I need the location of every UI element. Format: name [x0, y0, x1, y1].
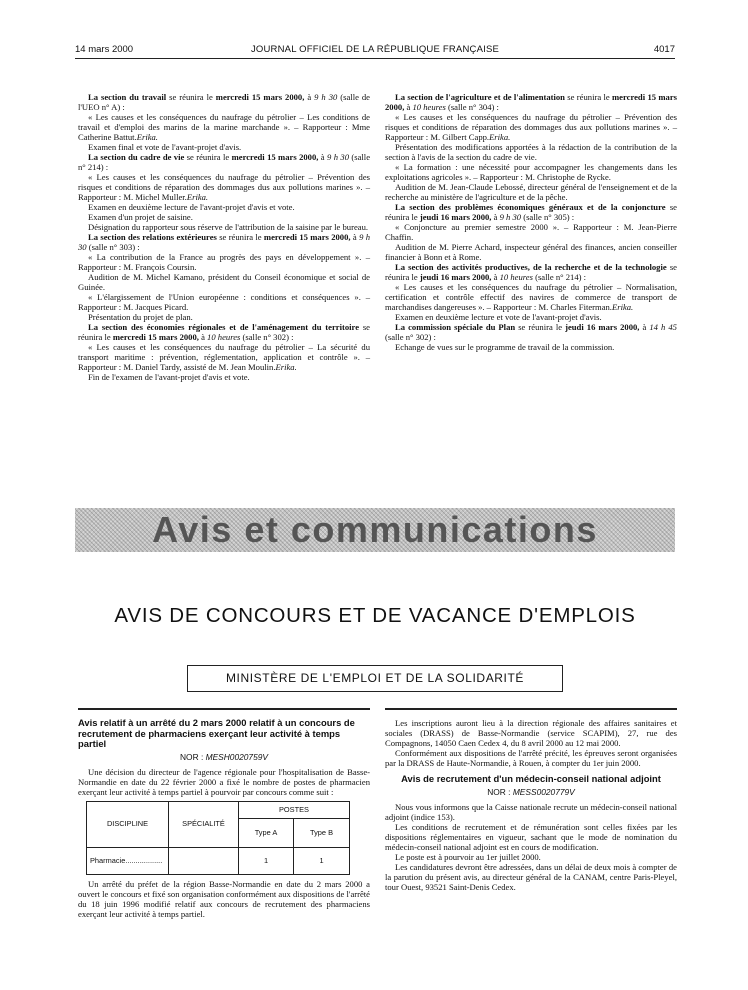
recrutement-title: Avis de recrutement d'un médecin-conseil national adjoint [401, 773, 661, 784]
paragraph: Audition de M. Michel Kamano, président du Conseil économique et social de Guinée. [78, 272, 370, 292]
paragraph: La section des activités productives, de la recherche et de la technologie se réunira le jeudi 16 mars 2000, à 10 heures (salle n° 214) : [385, 262, 677, 282]
recrutement-p4: Les candidatures devront être adressées, dans un délai de deux mois à compter de la parution du présent avis, au directeur général de la CANAM, centre Paris-Pleyel, tour Ouest, 93521 Saint-Denis Cedex. [385, 861, 677, 892]
left-separator [78, 708, 370, 710]
nor-reference-2: NOR : MESS0020779V [487, 786, 575, 797]
col-header-specialite: SPÉCIALITÉ [169, 801, 239, 847]
paragraph: La section du cadre de vie se réunira le mercredi 15 mars 2000, à 9 h 30 (salle n° 214) : [78, 152, 371, 172]
header-rule [75, 58, 675, 59]
recrutement-p2: Les conditions de recrutement et de rémunération sont celles fixées par les dispositions réglementaires en vigueur, sachant que le mode de nomination du médecin-conseil national adjoint est en cours de modification. [385, 821, 677, 852]
paragraph: La section des économies régionales et de l'aménagement du territoire se réunira le mercredi 15 mars 2000, à 10 heures (salle n° 302) : [78, 322, 370, 342]
postes-table [86, 801, 350, 875]
cell-specialite [169, 847, 239, 874]
paragraph: La section des relations extérieures se réunira le mercredi 15 mars 2000, à 9 h 30 (salle n° 303) : [78, 232, 370, 252]
paragraph: Désignation du rapporteur sous réserve de l'attribution de la saisine par le bureau. [88, 222, 369, 232]
ministere-box: MINISTÈRE DE L'EMPLOI ET DE LA SOLIDARITÉ [187, 665, 563, 692]
nor-code-2: MESS0020779V [512, 786, 575, 797]
paragraph: Examen d'un projet de saisine. [88, 212, 193, 222]
notice-title: Avis relatif à un arrêté du 2 mars 2000 relatif à un concours de recrutement de pharmaciens exerçant leur activité à temps partiel [78, 717, 355, 749]
col-header-discipline: DISCIPLINE [87, 801, 169, 847]
paragraph: La section de l'agriculture et de l'alimentation se réunira le mercredi 15 mars 2000, à 10 heures (salle n° 304) : [385, 92, 677, 112]
page-header [75, 44, 675, 58]
paragraph: Présentation du projet de plan. [88, 312, 193, 322]
paragraph: « Les causes et les conséquences du naufrage du pétrolier – Prévention des risques et conditions de réparation des dommages dus aux pollutions marines ». – Rapporteur : M. Gilbert Capp.Erika. [385, 112, 677, 142]
paragraph: « La contribution de la France au progrès des pays en développement ». – Rapporteur : M. François Coursin. [78, 252, 370, 272]
paragraph: Echange de vues sur le programme de travail de la commission. [395, 342, 615, 352]
header-date: 14 mars 2000 [75, 44, 134, 55]
paragraph: « Conjoncture au premier semestre 2000 ». – Rapporteur : M. Jean-Pierre Chaffin. [385, 222, 677, 242]
epreuves-paragraph: Conformément aux dispositions de l'arrêté précité, les épreuves seront organisées par la DRASS de Haute-Normandie, à Rouen, à compter du 1er juin 2000. [385, 748, 677, 768]
recrutement-p1: Nous vous informons que la Caisse nationale recrute un médecin-conseil national adjoint (indice 153). [385, 801, 677, 822]
paragraph: Examen en deuxième lecture et vote de l'avant-projet d'avis. [395, 312, 602, 322]
col-header-postes: POSTES [239, 801, 350, 818]
paragraph: Présentation des modifications apportées à la rédaction de la contribution de la section à l'avis de la section du cadre de vie. [385, 142, 677, 162]
left-column [78, 92, 370, 382]
cell-discipline: Pharmacie.................. [87, 847, 169, 874]
notice-intro: Une décision du directeur de l'agence régionale pour l'hospitalisation de Basse-Normandie en date du 22 février 2000 a fixé le nombre de postes de pharmacien exerçant leur activité à temps partiel à pourvoir par concours comme suit : [78, 766, 370, 797]
col-header-type-a: Type A [239, 818, 294, 847]
nor-reference: NOR : MESH0020759V [180, 751, 268, 762]
paragraph: « Les causes et les conséquences du naufrage du pétrolier – Les conditions de travail et d'emploi des marins de la marine marchande ». – Rapporteur : Mme Catherine Battut.Erika. [78, 112, 370, 142]
paragraph: Examen final et vote de l'avant-projet d'avis. [88, 142, 242, 152]
paragraph: « L'élargissement de l'Union européenne : conditions et conséquences ». – Rapporteur : M. Jacques Picard. [78, 292, 370, 312]
section-banner [75, 508, 675, 552]
cell-type-b: 1 [294, 847, 350, 874]
journal-title: JOURNAL OFFICIEL DE LA RÉPUBLIQUE FRANÇAISE [250, 44, 500, 55]
right-separator [385, 708, 677, 710]
paragraph: La section des problèmes économiques généraux et de la conjoncture se réunira le jeudi 16 mars 2000, à 9 h 30 (salle n° 305) : [385, 202, 677, 222]
paragraph: « La formation : une nécessité pour accompagner les changements dans les exploitations agricoles ». – Rapporteur : M. Christophe de Rycke. [385, 162, 677, 182]
nor-code: MESH0020759V [205, 751, 268, 762]
cell-type-a: 1 [239, 847, 294, 874]
paragraph: Audition de M. Pierre Achard, inspecteur général des finances, ancien conseiller financier à Bonn et à Rome. [385, 242, 677, 262]
paragraph: Audition de M. Jean-Claude Lebossé, directeur général de l'enseignement et de la recherche au ministère de l'agriculture et de la pêche. [385, 182, 677, 202]
paragraph: « Les causes et les conséquences du naufrage du pétrolier – Prévention des risques et conditions de réparation des dommages dus aux pollutions marines ». – Rapporteur : M. Michel Muller.Erika. [78, 172, 370, 202]
col-header-type-b: Type B [294, 818, 350, 847]
paragraph: La commission spéciale du Plan se réunira le jeudi 16 mars 2000, à 14 h 45 (salle n° 302) : [385, 322, 677, 342]
lower-right-column [385, 718, 677, 892]
avis-title: AVIS DE CONCOURS ET DE VACANCE D'EMPLOIS [114, 604, 636, 627]
inscriptions-paragraph: Les inscriptions auront lieu à la direction régionale des affaires sanitaires et sociales (DRASS) de Basse-Normandie (service SCAPIM), 27, rue des Compagnons, 14050 Caen Cedex 4, du 8 avril 2000 au 12 mai 2000. [385, 718, 677, 748]
page-number: 4017 [653, 44, 675, 55]
notice-arrete: Un arrêté du préfet de la région Basse-Normandie en date du 2 mars 2000 a ouvert le concours et fixé son organisation conformément aux dispositions de l'arrêté du 18 juin 1996 modifié relatif aux concours de recrutement des pharmaciens exerçant leur activité à temps partiel. [78, 878, 370, 919]
recrutement-p3: Le poste est à pourvoir au 1er juillet 2000. [395, 851, 541, 862]
lower-left-column [78, 718, 370, 919]
paragraph: La section du travail se réunira le mercredi 15 mars 2000, à 9 h 30 (salle de l'UEO n° A) : [78, 92, 370, 112]
paragraph: Examen en deuxième lecture de l'avant-projet d'avis et vote. [88, 202, 295, 212]
paragraph: « Les causes et les conséquences du naufrage du pétrolier – Normalisation, certification et contrôle effectif des navires de commerce de transport de marchandises dangereuses ». – Rapporteur : M. Charles Fiterman.Erika. [385, 282, 677, 312]
paragraph: Fin de l'examen de l'avant-projet d'avis et vote. [88, 372, 250, 382]
banner-title: Avis et communications [152, 509, 598, 550]
right-column [385, 92, 677, 352]
paragraph: « Les causes et les conséquences du naufrage du pétrolier – La sécurité du transport maritime : prévention, réglementation, application et contrôle ». – Rapporteur : M. Daniel Tardy, assisté de M. Jean Moulin.Erika. [78, 342, 371, 372]
